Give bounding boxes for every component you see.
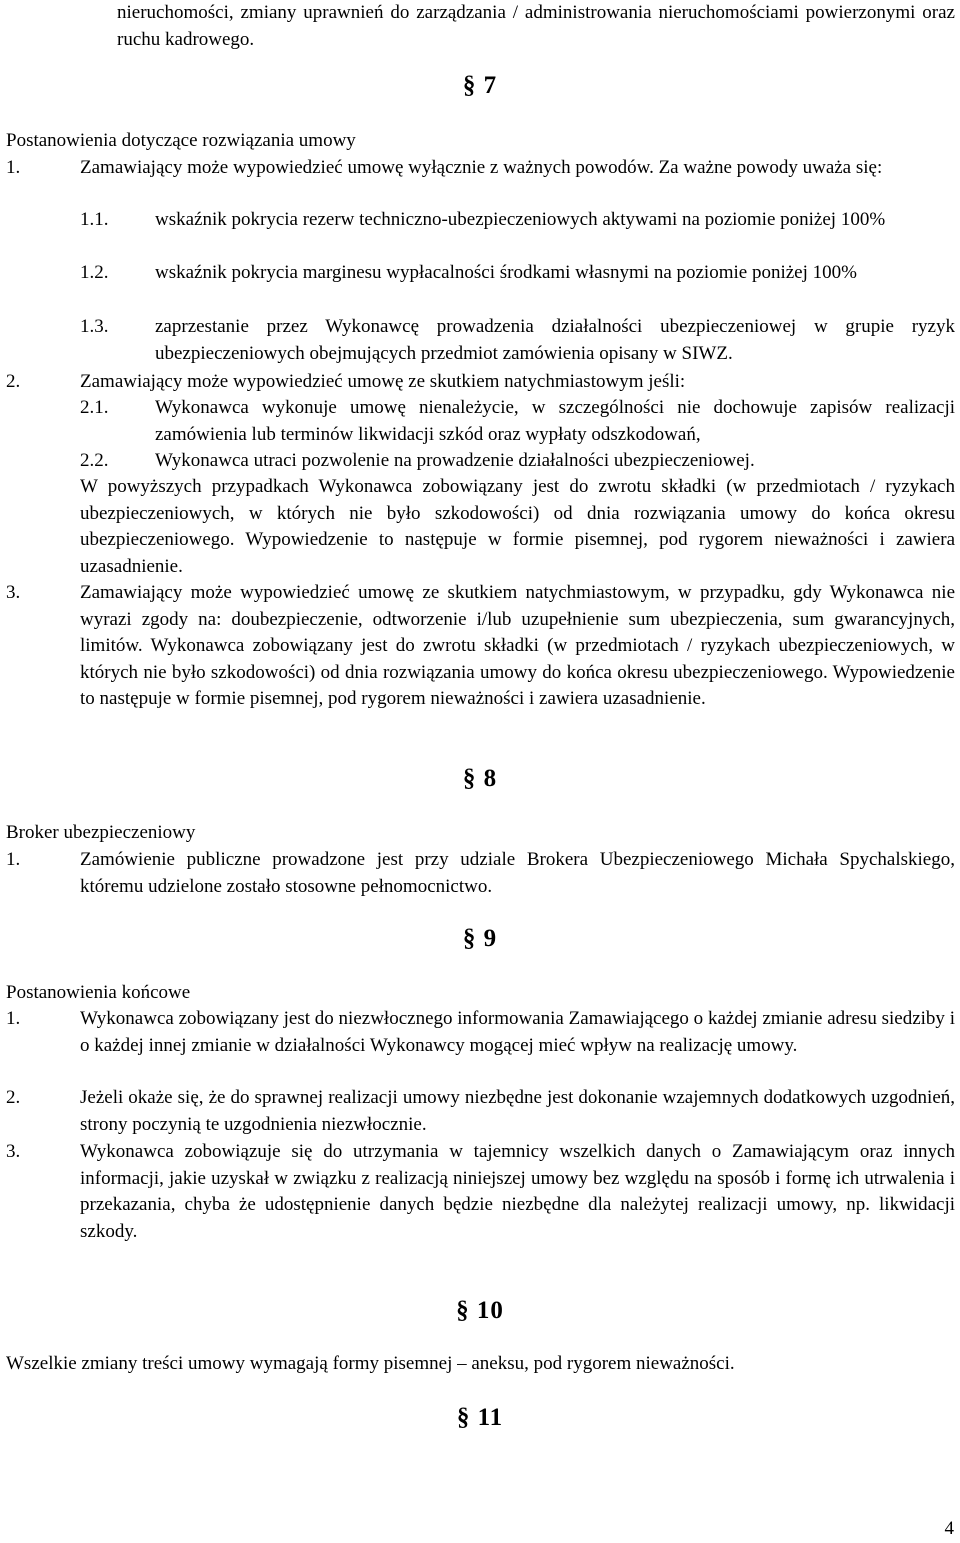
s7-p1-text: Zamawiający może wypowiedzieć umowę wyłącznie z ważnych powodów. Za ważne powody uważa się: <box>80 157 883 178</box>
s7-p3-number: 3. <box>6 582 21 603</box>
s9-p2-text: Jeżeli okaże się, że do sprawnej realizacji umowy niezbędne jest dokonanie wzajemnych dodatkowych uzgodnień, strony poczynią te uzgodnienia niezwłocznie. <box>80 1087 955 1135</box>
s7-p1-1-text: wskaźnik pokrycia rezerw techniczno-ubezpieczeniowych aktywami na poziomie poniżej 100% <box>155 209 886 230</box>
section-7-title: Postanowienia dotyczące rozwiązania umowy <box>6 130 356 151</box>
s9-p1-text: Wykonawca zobowiązany jest do niezwłocznego informowania Zamawiającego o każdej zmianie adresu siedziby i o każdej innej zmianie w działalności Wykonawcy mogącej mieć wpływ na realizację umowy. <box>80 1008 955 1056</box>
s7-p2-2-text: Wykonawca utraci pozwolenie na prowadzenie działalności ubezpieczeniowej. <box>155 450 755 471</box>
s7-p2-2-number: 2.2. <box>80 450 109 471</box>
s7-p2-number: 2. <box>6 371 21 392</box>
s7-p1-2-text: wskaźnik pokrycia marginesu wypłacalności środkami własnymi na poziomie poniżej 100% <box>155 262 857 283</box>
intro-paragraph: nieruchomości, zmiany uprawnień do zarządzania / administrowania nieruchomościami powierzonymi oraz ruchu kadrowego. <box>117 2 955 50</box>
s9-p1-number: 1. <box>6 1008 21 1029</box>
s7-p2-note: W powyższych przypadkach Wykonawca zobowiązany jest do zwrotu składki (w przedmiotach / ryzykach ubezpieczeniowych, w których nie było szkodowości) od dnia rozwiązania umowy do końca okresu ubezpieczeniowego. Wypowiedzenie to następuje w formie pisemnej, pod rygorem nieważności i zawiera uzasadnienie. <box>80 476 955 577</box>
section-10-text: Wszelkie zmiany treści umowy wymagają formy pisemnej – aneksu, pod rygorem nieważności. <box>6 1353 735 1374</box>
section-7-heading: § 7 <box>462 72 498 99</box>
s9-p3-number: 3. <box>6 1141 21 1162</box>
s7-p3-text: Zamawiający może wypowiedzieć umowę ze skutkiem natychmiastowym, w przypadku, gdy Wykonawca nie wyrazi zgody na: doubezpieczenie, odtworzenie i/lub uzupełnienie sum ubezpieczenia, sum gwarancyjnych, limitów. Wykonawca zobowiązany jest do zwrotu składki (w przedmiotach / ryzykach ubezpieczeniowych, w których nie było szkodowości) od dnia rozwiązania umowy do końca okresu ubezpieczeniowego. Wypowiedzenie to następuje w formie pisemnej, pod rygorem nieważności i zawiera uzasadnienie. <box>80 582 955 709</box>
s7-p1-2-number: 1.2. <box>80 262 109 283</box>
s8-p1-number: 1. <box>6 849 21 870</box>
s7-p1-3-number: 1.3. <box>80 316 109 337</box>
section-10-heading: § 10 <box>456 1297 504 1324</box>
section-9-heading: § 9 <box>462 925 498 952</box>
s7-p2-text: Zamawiający może wypowiedzieć umowę ze skutkiem natychmiastowym jeśli: <box>80 371 686 392</box>
section-8-title: Broker ubezpieczeniowy <box>6 822 196 843</box>
s7-p1-1-number: 1.1. <box>80 209 109 230</box>
section-11-heading: § 11 <box>456 1404 504 1431</box>
s8-p1-text: Zamówienie publiczne prowadzone jest przy udziale Brokera Ubezpieczeniowego Michała Spychalskiego, któremu udzielone zostało stosowne pełnomocnictwo. <box>80 849 955 897</box>
page-number: 4 <box>944 1518 954 1539</box>
section-9-title: Postanowienia końcowe <box>6 982 191 1003</box>
section-8-heading: § 8 <box>462 765 498 792</box>
s7-p2-1-number: 2.1. <box>80 397 109 418</box>
s9-p3-text: Wykonawca zobowiązuje się do utrzymania w tajemnicy wszelkich danych o Zamawiającym oraz innych informacji, jakie uzyskał w związku z realizacją niniejszej umowy bez względu na sposób i formę ich utrwalenia i przekazania, chyba że udostępnienie danych będzie niezbędne dla należytej realizacji umowy, np. likwidacji szkody. <box>80 1141 955 1242</box>
s7-p2-1-text: Wykonawca wykonuje umowę nienależycie, w szczególności nie dochowuje zapisów realizacji zamówienia lub terminów likwidacji szkód oraz wypłaty odszkodowań, <box>155 397 955 445</box>
s9-p2-number: 2. <box>6 1087 21 1108</box>
s7-p1-3-text: zaprzestanie przez Wykonawcę prowadzenia działalności ubezpieczeniowej w grupie ryzyk ubezpieczeniowych obejmujących przedmiot zamówienia opisany w SIWZ. <box>155 316 955 364</box>
s7-p1-number: 1. <box>6 157 21 178</box>
